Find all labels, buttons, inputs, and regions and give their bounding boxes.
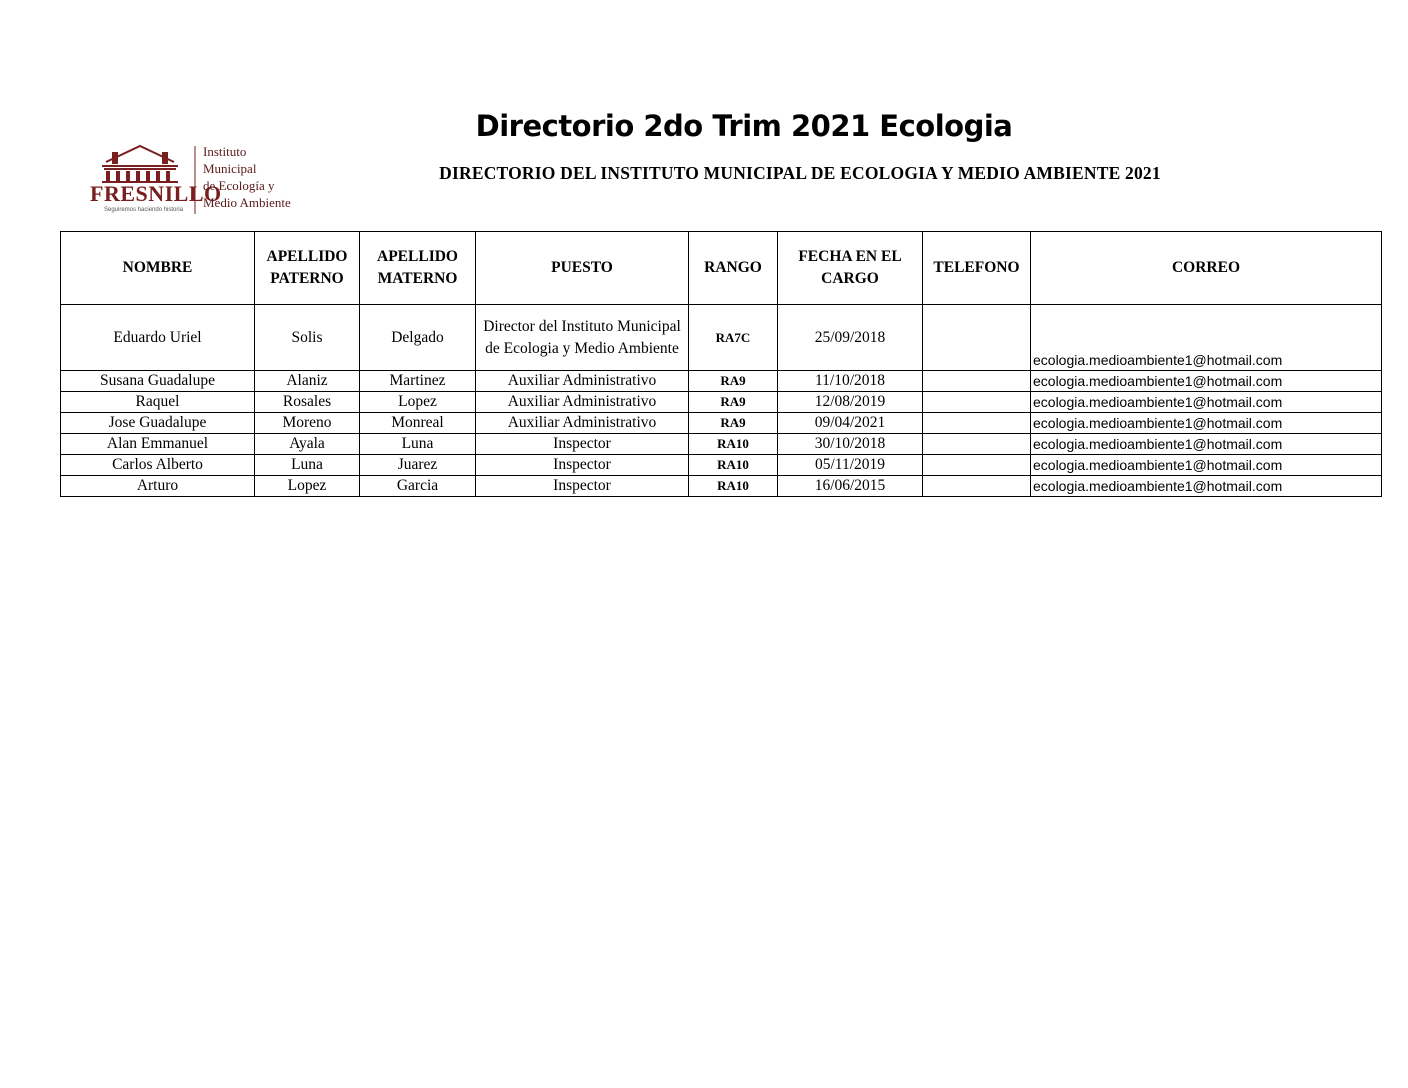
logo-name: FRESNILLO [90,181,222,206]
col-header-rango: RANGO [689,232,778,305]
col-header-correo: CORREO [1031,232,1382,305]
document-title: Directorio 2do Trim 2021 Ecologia [475,109,1013,143]
cell-puesto: Inspector [476,455,689,476]
col-header-fecha: FECHA EN EL CARGO [778,232,923,305]
table-row [61,392,1382,413]
cell-nombre: Jose Guadalupe [61,413,255,434]
cell-materno: Lopez [360,392,476,413]
cell-rango: RA9 [689,371,778,392]
table-row [61,434,1382,455]
cell-puesto: Director del Instituto Municipal de Ecologia y Medio Ambiente [476,305,689,371]
cell-fecha: 05/11/2019 [778,455,923,476]
cell-nombre: Raquel [61,392,255,413]
cell-fecha: 16/06/2015 [778,476,923,497]
table-row [61,413,1382,434]
cell-paterno: Moreno [255,413,360,434]
directory-table [60,231,1382,497]
cell-fecha: 30/10/2018 [778,434,923,455]
cell-puesto: Inspector [476,434,689,455]
cell-materno: Monreal [360,413,476,434]
cell-fecha: 09/04/2021 [778,413,923,434]
table-row [61,455,1382,476]
cell-puesto: Auxiliar Administrativo [476,413,689,434]
table-row [61,305,1382,371]
cell-fecha: 25/09/2018 [778,305,923,371]
cell-rango: RA10 [689,455,778,476]
cell-correo: ecologia.medioambiente1@hotmail.com [1031,371,1382,392]
cell-rango: RA7C [689,305,778,371]
cell-fecha: 12/08/2019 [778,392,923,413]
cell-materno: Garcia [360,476,476,497]
cell-rango: RA10 [689,476,778,497]
cell-rango: RA9 [689,392,778,413]
cell-rango: RA10 [689,434,778,455]
cell-correo: ecologia.medioambiente1@hotmail.com [1031,455,1382,476]
cell-paterno: Luna [255,455,360,476]
cell-materno: Martinez [360,371,476,392]
cell-nombre: Eduardo Uriel [61,305,255,371]
cell-correo: ecologia.medioambiente1@hotmail.com [1031,305,1382,371]
cell-nombre: Carlos Alberto [61,455,255,476]
cell-correo: ecologia.medioambiente1@hotmail.com [1031,476,1382,497]
cell-telefono [923,413,1031,434]
col-header-telefono: TELEFONO [923,232,1031,305]
col-header-apellido-paterno: APELLIDO PATERNO [255,232,360,305]
cell-puesto: Auxiliar Administrativo [476,392,689,413]
cell-puesto: Inspector [476,476,689,497]
col-header-nombre: NOMBRE [61,232,255,305]
cell-puesto: Auxiliar Administrativo [476,371,689,392]
cell-telefono [923,392,1031,413]
cell-materno: Luna [360,434,476,455]
cell-rango: RA9 [689,413,778,434]
cell-nombre: Alan Emmanuel [61,434,255,455]
col-header-puesto: PUESTO [476,232,689,305]
cell-telefono [923,455,1031,476]
logo-tagline: Seguiremos haciendo historia [104,207,184,213]
building-icon [102,146,178,183]
cell-materno: Delgado [360,305,476,371]
cell-telefono [923,305,1031,371]
cell-correo: ecologia.medioambiente1@hotmail.com [1031,413,1382,434]
cell-paterno: Rosales [255,392,360,413]
cell-telefono [923,434,1031,455]
table-header-row [61,232,1382,305]
cell-materno: Juarez [360,455,476,476]
cell-paterno: Lopez [255,476,360,497]
cell-telefono [923,371,1031,392]
institute-name: Instituto Municipal de Ecología y Medio Ambiente [203,144,291,210]
cell-nombre: Susana Guadalupe [61,371,255,392]
cell-fecha: 11/10/2018 [778,371,923,392]
cell-paterno: Alaniz [255,371,360,392]
table-row [61,371,1382,392]
cell-paterno: Solis [255,305,360,371]
col-header-apellido-materno: APELLIDO MATERNO [360,232,476,305]
cell-telefono [923,476,1031,497]
cell-correo: ecologia.medioambiente1@hotmail.com [1031,434,1382,455]
cell-paterno: Ayala [255,434,360,455]
document-subtitle: DIRECTORIO DEL INSTITUTO MUNICIPAL DE ECOLOGIA Y MEDIO AMBIENTE 2021 [439,163,1161,183]
cell-nombre: Arturo [61,476,255,497]
table-row [61,476,1382,497]
cell-correo: ecologia.medioambiente1@hotmail.com [1031,392,1382,413]
